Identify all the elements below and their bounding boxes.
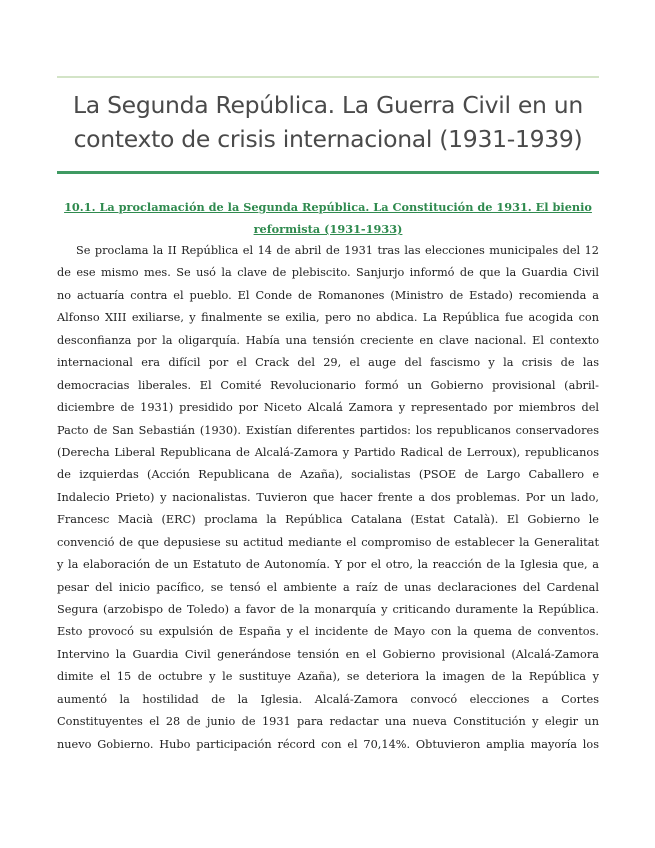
body-line: de ese mismo mes. Se usó la clave de plebiscito. Sanjurjo informó de que la Guardia Civil: [57, 266, 599, 280]
body-line: y la elaboración de un Estatuto de Autonomía. Y por el otro, la reacción de la Iglesia que, a: [57, 558, 599, 572]
section-heading: [57, 196, 599, 240]
body-line: de izquierdas (Acción Republicana de Azaña), socialistas (PSOE de Largo Caballero e: [57, 468, 599, 482]
body-line: Intervino la Guardia Civil generándose tensión en el Gobierno provisional (Alcalá-Zamora: [57, 647, 599, 661]
body-line: democracias liberales. El Comité Revolucionario formó un Gobierno provisional (abril-: [57, 378, 599, 392]
body-line: desconfianza por la oligarquía. Había una tensión creciente en clave nacional. El contexto: [57, 333, 599, 347]
body-line: (Derecha Liberal Republicana de Alcalá-Zamora y Partido Radical de Lerroux), republicanos: [57, 445, 599, 459]
section-heading-line-2: reformista (1931-1933): [253, 222, 403, 236]
body-line: Alfonso XIII exiliarse, y finalmente se exilia, pero no abdica. La República fue acogida con: [57, 311, 599, 325]
body-line: Esto provocó su expulsión de España y el incidente de Mayo con la quema de conventos.: [57, 625, 599, 639]
body-line: nuevo Gobierno. Hubo participación récord con el 70,14%. Obtuvieron amplia mayoría los: [57, 737, 599, 751]
body-line: Pacto de San Sebastián (1930). Existían diferentes partidos: los republicanos conservadores: [57, 423, 599, 437]
body-line: pesar del inicio pacífico, se tensó el ambiente a raíz de unas declaraciones del Cardenal: [57, 580, 599, 594]
body-line: dimite el 15 de octubre y le sustituye Azaña), se deteriora la imagen de la República y: [57, 670, 599, 684]
body-paragraph: [57, 240, 599, 756]
body-line: Indalecio Prieto) y nacionalistas. Tuvieron que hacer frente a dos problemas. Por un lado,: [57, 490, 599, 504]
body-line: convenció de que depusiese su actitud mediante el compromiso de establecer la Generalitat: [57, 535, 599, 549]
page-title: [57, 88, 599, 156]
section-heading-line-1: 10.1. La proclamación de la Segunda República. La Constitución de 1931. El bienio: [64, 200, 592, 214]
body-line: Segura (arzobispo de Toledo) a favor de la monarquía y criticando duramente la República.: [57, 603, 599, 616]
body-line: Francesc Macià (ERC) proclama la República Catalana (Estat Català). El Gobierno le: [57, 513, 599, 527]
body-line: internacional era difícil por el Crack del 29, el auge del fascismo y la crisis de las: [57, 356, 599, 370]
body-line: Se proclama la II República el 14 de abril de 1931 tras las elecciones municipales del 12: [76, 244, 599, 257]
body-line: no actuaría contra el pueblo. El Conde de Romanones (Ministro de Estado) recomienda a: [57, 288, 599, 302]
title-line-2: contexto de crisis internacional (1931-1939): [73, 125, 583, 153]
body-line: Constituyentes el 28 de junio de 1931 para redactar una nueva Constitución y elegir un: [57, 715, 599, 729]
title-line-1: La Segunda República. La Guerra Civil en un: [73, 91, 583, 119]
top-divider: [57, 76, 599, 78]
title-divider: [57, 171, 599, 174]
body-line: aumentó la hostilidad de la Iglesia. Alcalá-Zamora convocó elecciones a Cortes: [57, 692, 599, 706]
body-line: diciembre de 1931) presidido por Niceto Alcalá Zamora y representado por miembros del: [57, 401, 599, 415]
